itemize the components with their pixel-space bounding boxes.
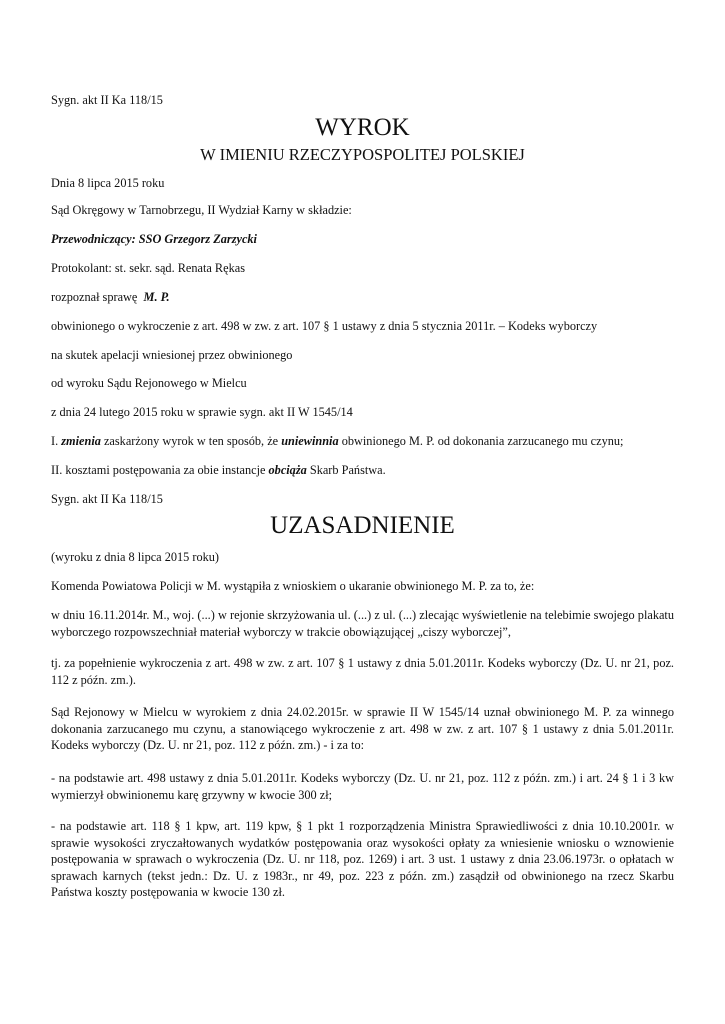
ruling-item-1	[51, 433, 674, 450]
justification-subtitle: (wyroku z dnia 8 lipca 2015 roku)	[51, 550, 220, 564]
judgment-subtitle: W IMIENIU RZECZYPOSPOLITEJ POLSKIEJ	[200, 145, 525, 164]
ruling-keyword-changes: zmienia	[61, 434, 101, 448]
paragraph-2: w dniu 16.11.2014r. M., woj. (...) w rejonie skrzyżowania ul. (...) z ul. (...) zlecając wyświetlenie na telebimie swojego plakatu wyborczego rozpowszechniał materiał wyborczy w trakcie obowiązującej „ciszy wyborczej”,	[51, 608, 674, 639]
ruling-keyword-acquits: uniewinnia	[281, 434, 339, 448]
judgment-date: Dnia 8 lipca 2015 roku	[51, 176, 165, 190]
case-reference-top: Sygn. akt II Ka 118/15	[51, 93, 163, 107]
defendant-name: M. P.	[143, 290, 170, 304]
ruling-item-2	[51, 462, 674, 479]
paragraph-6: - na podstawie art. 118 § 1 kpw, art. 119 kpw, § 1 pkt 1 rozporządzenia Ministra Sprawiedliwości z dnia 10.10.2001r. w sprawie wysokości zryczałtowanych wydatków postępowania oraz wysokości opłaty za wniesienie wniosku o wznowienie postępowania w sprawach o wykroczenia (Dz. U. nr 118, poz. 1269) i art. 3 ust. 1 ustawy z dnia 23.06.1973r. o opłatach w sprawach karnych (tekst jedn.: Dz. U. z 1983r., nr 49, poz. 223 z późn. zm.) zasądził od obwinionego na rzecz Skarbu Państwa koszty postępowania w kwocie 130 zł.	[51, 819, 674, 900]
lower-case-line: z dnia 24 lutego 2015 roku w sprawie sygn. akt II W 1545/14	[51, 405, 353, 419]
ruling-text: zaskarżony wyrok w ten sposób, że	[100, 434, 282, 448]
judgment-title: WYROK	[315, 114, 410, 141]
justification-title: UZASADNIENIE	[270, 512, 455, 539]
considered-case	[51, 289, 674, 306]
ruling-keyword-charges: obciąża	[268, 463, 307, 477]
case-reference-bottom: Sygn. akt II Ka 118/15	[51, 492, 163, 506]
lower-court-line: od wyroku Sądu Rejonowego w Mielcu	[51, 376, 247, 390]
ruling-number: I.	[51, 434, 59, 448]
paragraph-4: Sąd Rejonowy w Mielcu w wyrokiem z dnia 24.02.2015r. w sprawie II W 1545/14 uznał obwinionego M. P. za winnego dokonania zarzucanego mu czynu, a stanowiącego wykroczenie z art. 498 w zw. z art. 107 § 1 ustawy z dnia 5.01.2011r. Kodeks wyborczy (Dz. U. nr 21, poz. 112 z późn. zm.) - i za to:	[51, 705, 674, 753]
presiding-judge: Przewodniczący: SSO Grzegorz Zarzycki	[51, 232, 257, 246]
charge-line: obwinionego o wykroczenie z art. 498 w zw. z art. 107 § 1 ustawy z dnia 5 stycznia 2011r. – Kodeks wyborczy	[51, 319, 598, 333]
considered-prefix: rozpoznał sprawę	[51, 290, 138, 304]
ruling-text: Skarb Państwa.	[306, 463, 386, 477]
ruling-text: kosztami postępowania za obie instancje	[62, 463, 269, 477]
court-clerk: Protokolant: st. sekr. sąd. Renata Rękas	[51, 261, 245, 275]
appeal-line: na skutek apelacji wniesionej przez obwinionego	[51, 348, 293, 362]
court-composition: Sąd Okręgowy w Tarnobrzegu, II Wydział Karny w składzie:	[51, 203, 352, 217]
paragraph-5: - na podstawie art. 498 ustawy z dnia 5.01.2011r. Kodeks wyborczy (Dz. U. nr 21, poz. 112 z późn. zm.) i art. 24 § 1 i 3 kw wymierzył obwinionemu karę grzywny w kwocie 300 zł;	[51, 771, 674, 802]
paragraph-1: Komenda Powiatowa Policji w M. wystąpiła z wnioskiem o ukaranie obwinionego M. P. za to, że:	[51, 579, 535, 593]
ruling-text: obwinionego M. P. od dokonania zarzucanego mu czynu;	[338, 434, 624, 448]
ruling-number: II.	[51, 463, 63, 477]
paragraph-3: tj. za popełnienie wykroczenia z art. 498 w zw. z art. 107 § 1 ustawy z dnia 5.01.2011r. Kodeks wyborczy (Dz. U. nr 21, poz. 112 z późn. zm.).	[51, 656, 674, 687]
